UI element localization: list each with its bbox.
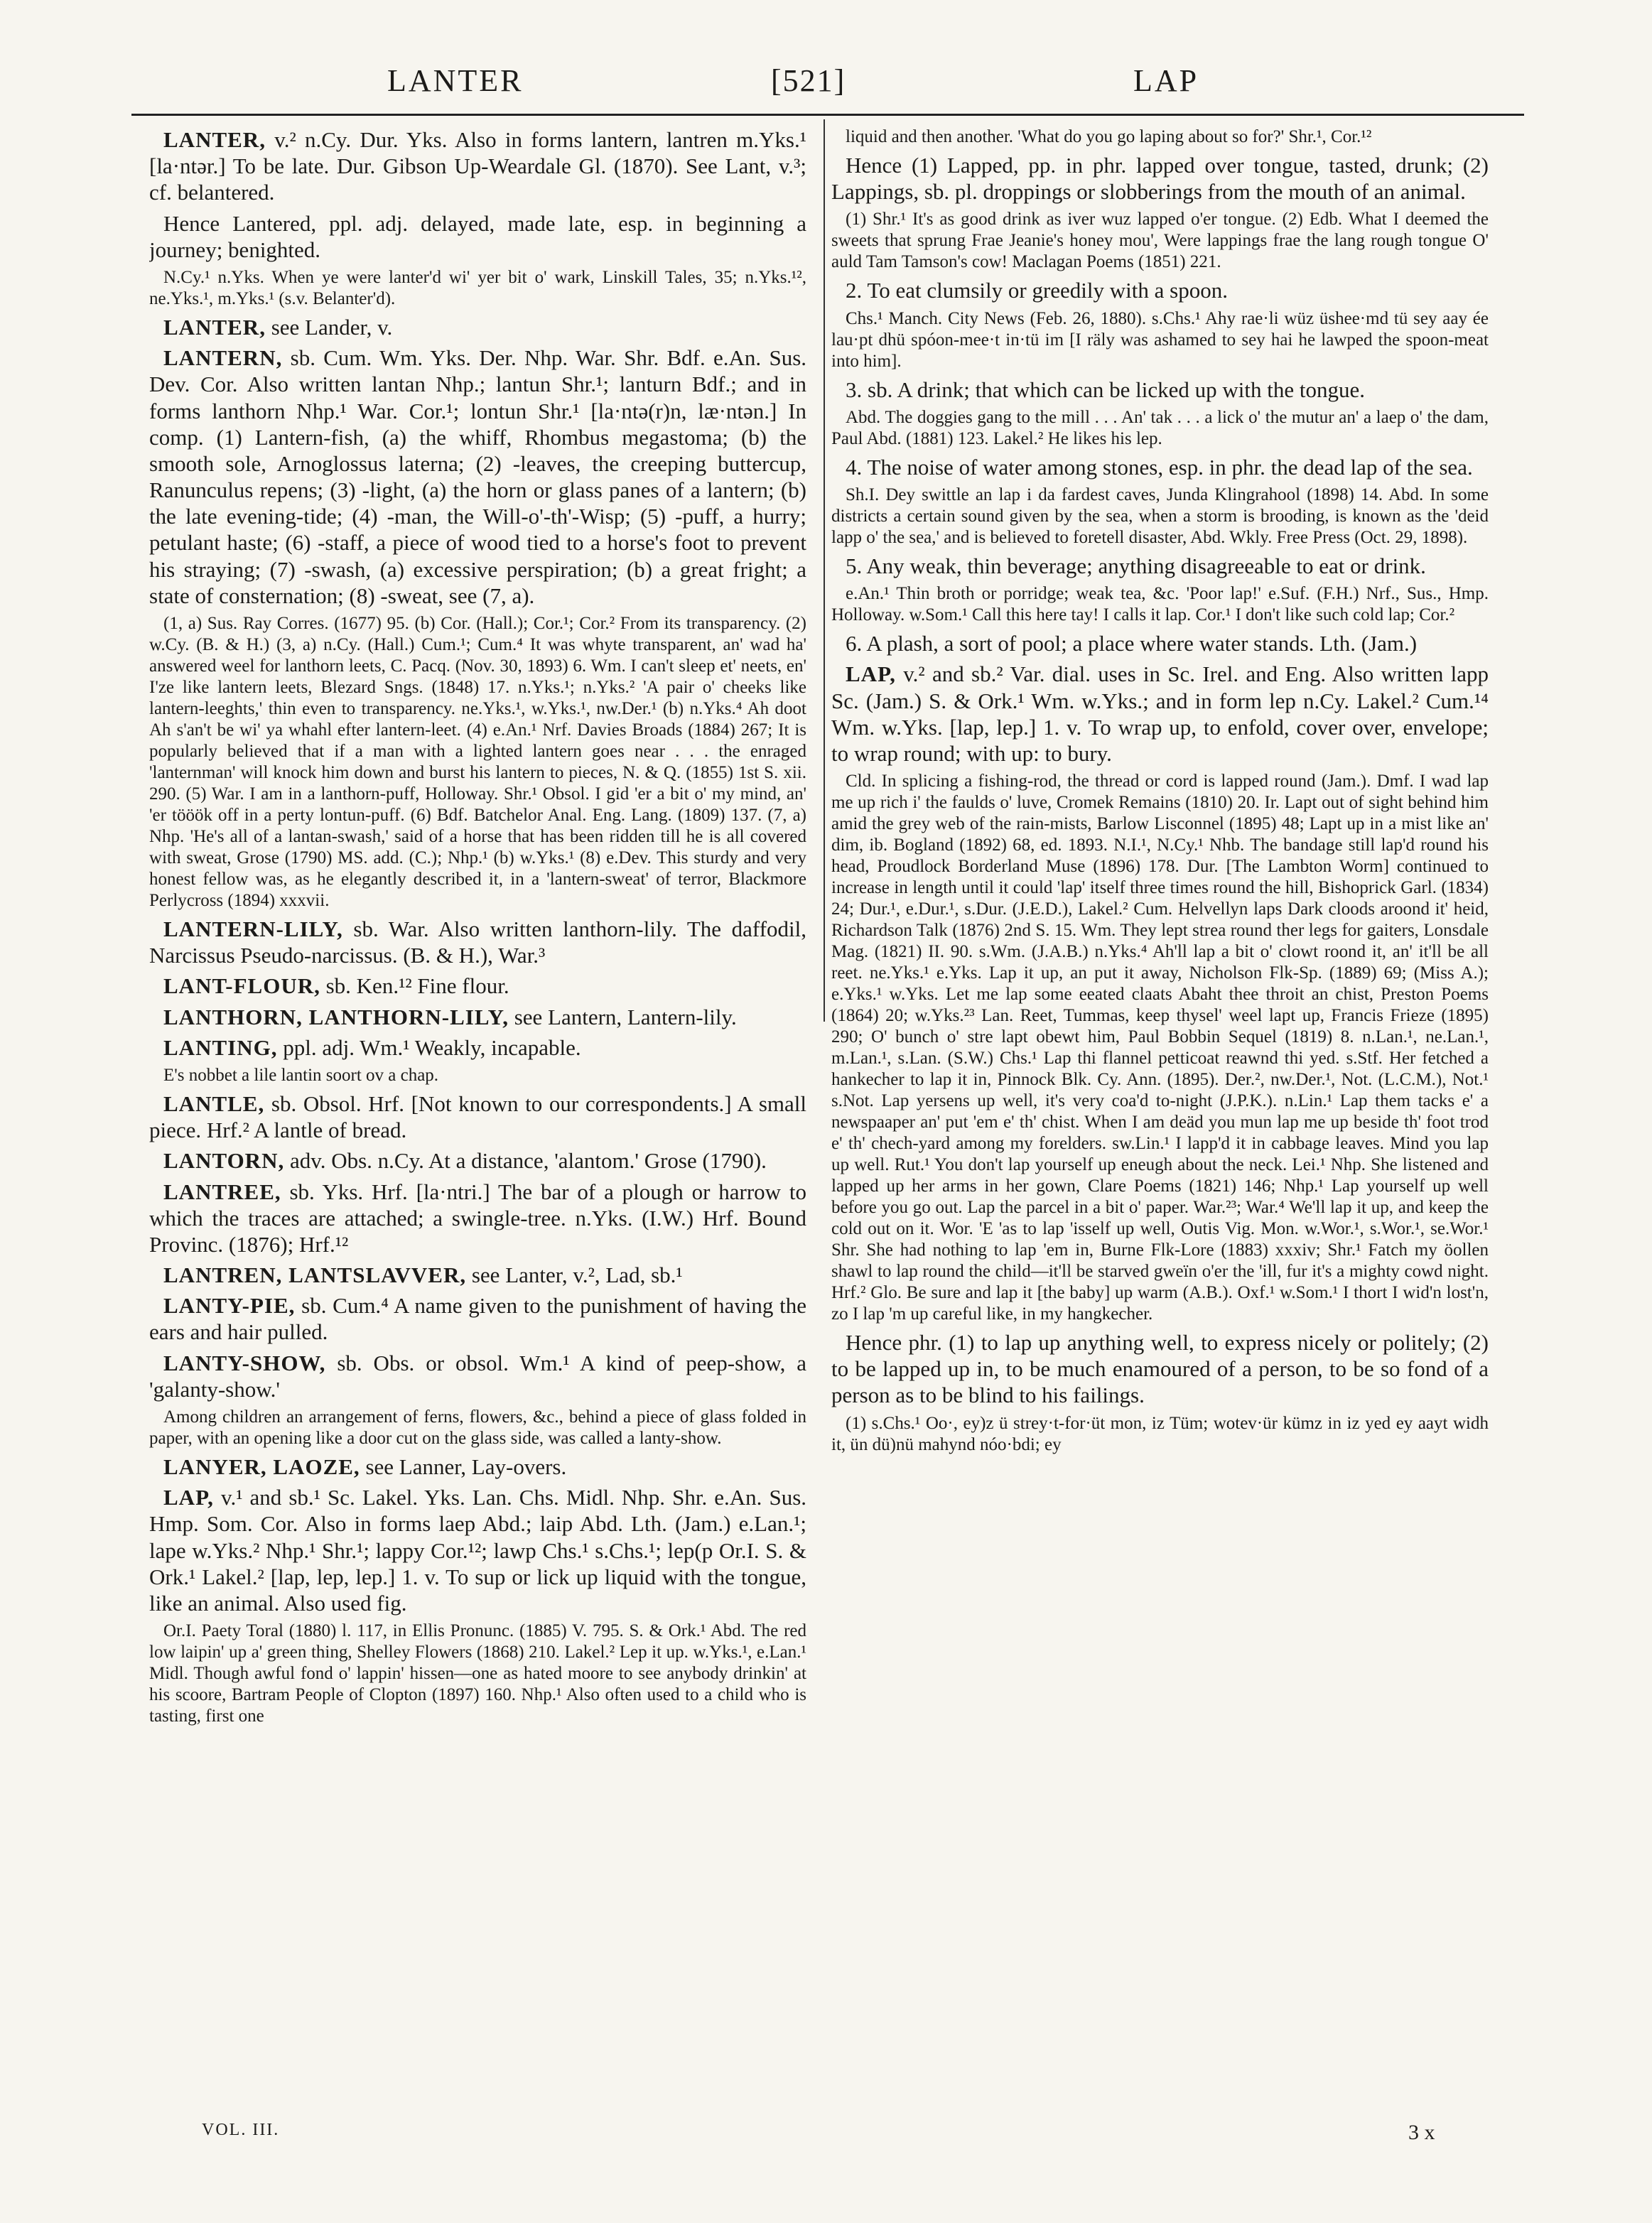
- dictionary-entry: [149, 916, 806, 968]
- entry-headword: LANTER,: [163, 127, 266, 152]
- entry-text: Hence phr. (1) to lap up anything well, to express nicely or politely; (2) to be lapped up in, to be much enamoured of a person, to be so fond of a person as to be blind to his failings.: [831, 1330, 1489, 1408]
- dictionary-entry: [149, 1262, 806, 1288]
- entry-headword: LANYER, LAOZE,: [163, 1454, 360, 1479]
- entry-headword: LANTLE,: [163, 1091, 265, 1116]
- citation-block: [149, 267, 806, 310]
- entry-text: liquid and then another. 'What do you go laping about so for?' Shr.¹, Cor.¹²: [846, 127, 1372, 146]
- dictionary-entry: [831, 630, 1489, 656]
- dictionary-entry: [831, 152, 1489, 205]
- entry-text: 4. The noise of water among stones, esp. in phr. the dead lap of the sea.: [846, 454, 1473, 480]
- dictionary-entry: [831, 277, 1489, 303]
- entry-text: e.An.¹ Thin broth or porridge; weak tea, &c. 'Poor lap!' e.Suf. (F.H.) Nrf., Sus., Hmp. Holloway. w.Som.¹ Call this here tay! I calls it lap. Cor.¹ I don't like such cold lap; Cor.²: [831, 584, 1489, 625]
- entry-text: Among children an arrangement of ferns, flowers, &c., behind a piece of glass folded in paper, with an opening like a door cut on the glass side, was called a lanty-show.: [149, 1407, 806, 1448]
- entry-text: Chs.¹ Manch. City News (Feb. 26, 1880). s.Chs.¹ Ahy rae·li wüz üshee·md tü sey aay ée lau·pt dhü spóon-mee·t in·tü im [I räly was ashamed to sey hai he lawped the spoon-meat into him].: [831, 308, 1489, 371]
- entry-text: v.² and sb.² Var. dial. uses in Sc. Irel. and Eng. Also written lapp Sc. (Jam.) S. & Ork.¹ Wm. w.Yks.; and in form lep n.Cy. Lakel.² Cum.¹⁴ Wm. w.Yks. [lap, lep.] 1. v. To wrap up, to enfold, cover over, envelope; to wrap round; with up: to bury.: [831, 661, 1489, 766]
- entry-text: 5. Any weak, thin beverage; anything disagreeable to eat or drink.: [846, 553, 1426, 578]
- citation-block: [831, 771, 1489, 1325]
- entry-headword: LAP,: [163, 1485, 214, 1510]
- header-right-guideword: LAP: [1133, 63, 1199, 98]
- citation-block: [149, 1621, 806, 1727]
- entry-text: sb. Obs. or obsol. Wm.¹ A kind of peep-show, a 'galanty-show.': [149, 1350, 806, 1402]
- entry-text: Abd. The doggies gang to the mill . . . An' tak . . . a lick o' the mutur an' a laep o' the dam, Paul Abd. (1881) 123. Lakel.² He likes his lep.: [831, 407, 1489, 448]
- dictionary-entry: [831, 661, 1489, 767]
- citation-block: [831, 485, 1489, 548]
- dictionary-entry: [149, 1454, 806, 1480]
- dictionary-entry: [149, 1034, 806, 1061]
- citation-block: [831, 1413, 1489, 1456]
- dictionary-entry: [831, 553, 1489, 579]
- entry-text: sb. Cum.⁴ A name given to the punishment of having the ears and hair pulled.: [149, 1293, 806, 1345]
- page-header: [131, 63, 1524, 105]
- entry-text: v.² n.Cy. Dur. Yks. Also in forms lantern, lantren m.Yks.¹ [la·ntər.] To be late. Dur. Gibson Up-Weardale Gl. (1870). See Lant, v.³; cf. belantered.: [149, 127, 806, 205]
- dictionary-entry: [149, 314, 806, 340]
- entry-headword: LANTY-PIE,: [163, 1293, 296, 1319]
- dictionary-entry: [831, 454, 1489, 480]
- entry-headword: LANTHORN, LANTHORN-LILY,: [163, 1004, 509, 1029]
- footer-volume: VOL. III.: [202, 2121, 280, 2139]
- entry-text: ppl. adj. Wm.¹ Weakly, incapable.: [283, 1034, 581, 1060]
- citation-block: [831, 308, 1489, 372]
- dictionary-entry: [149, 126, 806, 206]
- dictionary-entry: [149, 1484, 806, 1616]
- entry-text: sb. Yks. Hrf. [la·ntri.] The bar of a plough or harrow to which the traces are attached; a swingle-tree. n.Yks. (I.W.) Hrf. Bound Provinc. (1876); Hrf.¹²: [149, 1179, 806, 1257]
- entry-text: E's nobbet a lile lantin soort ov a chap.: [163, 1065, 439, 1085]
- entry-text: (1) s.Chs.¹ Oo·, ey)z ü strey·t-for·üt mon, iz Tüm; wotev·ür kümz in iz yed ey aayt widh it, ün dü)nü mahynd nóo·bdi; ey: [831, 1413, 1489, 1454]
- entry-headword: LANT-FLOUR,: [163, 973, 320, 999]
- entry-text: (1, a) Sus. Ray Corres. (1677) 95. (b) Cor. (Hall.); Cor.¹; Cor.² From its transparency. (2) w.Cy. (B. & H.) (3, a) n.Cy. (Hall.) Cum.¹; Cum.⁴ It was whyte transparent, an' wad ha' answered weel for lanthorn leets, C. Pacq. (Nov. 30, 1893) 6. Wm. I can't sleep et' neets, en' I'ze like lantern leets, Blezard Sngs. (1848) 17. n.Yks.¹; n.Yks.² 'A pair o' cheeks like lantern-leeghts,' thin even to transparency. ne.Yks.¹, w.Yks.¹, nw.Der.¹ (b) n.Yks.⁴ Ah doot Ah s'an't be wi' ya whahl efter lantern-leet. (4) e.An.¹ Nrf. Davies Broads (1884) 267; It is popularly believed that if a man with a lighted lantern goes near . . . the enraged 'lanternman' will knock him down and burst his lantern to pieces, N. & Q. (1855) 1st S. xii. 290. (5) War. I am in a lanthorn-puff, Holloway. Shr.¹ Obsol. I gid 'er a bit o' my mind, an' 'er tööök off in a perty lontun-puff. (6) Bdf. Batchelor Anal. Eng. Lang. (1809) 137. (7, a) Nhp. 'He's all of a lantan-swash,' said of a horse that has been ridden till he is all covered with sweat, Grose (1790) MS. add. (C.); Nhp.¹ (b) w.Yks.¹ (8) e.Dev. This sturdy and very honest fellow was, as he elegantly described it, in a 'lantern-sweat' of terror, Blackmore Perlycross (1894) xxxvii.: [149, 614, 806, 910]
- entry-text: v.¹ and sb.¹ Sc. Lakel. Yks. Lan. Chs. Midl. Nhp. Shr. e.An. Sus. Hmp. Som. Cor. Also in forms laep Abd.; laip Abd. Lth. (Jam.) e.Lan.¹; lape w.Yks.² Nhp.¹ Shr.¹; lappy Cor.¹²; lawp Chs.¹ s.Chs.¹; lep(p Or.I. S. & Ork.¹ Lakel.² [lap, lep, lep.] 1. v. To sup or lick up liquid with the tongue, like an animal. Also used fig.: [149, 1485, 806, 1616]
- dictionary-entry: [149, 1179, 806, 1258]
- citation-block: [831, 209, 1489, 273]
- entry-headword: LANTERN,: [163, 345, 283, 371]
- footer-signature: 3 x: [1408, 2121, 1435, 2144]
- citation-block: [831, 407, 1489, 450]
- entry-text: (1) Shr.¹ It's as good drink as iver wuz lapped o'er tongue. (2) Edb. What I deemed the sweets that sprung Frae Jeanie's honey mou', Were lappings frae the lang rough tongue O' auld Tam Tamson's cow! Maclagan Poems (1851) 221.: [831, 210, 1489, 272]
- dictionary-entry: [149, 1350, 806, 1402]
- dictionary-entry: [149, 1004, 806, 1030]
- entry-text: Sh.I. Dey swittle an lap i da fardest caves, Junda Klingrahool (1898) 14. Abd. In some districts a certain sound given by the sea, when a storm is brooding, is known as the 'deid lapp o' the sea,' and is believed to foretell disaster, Abd. Wkly. Free Press (Oct. 29, 1898).: [831, 485, 1489, 547]
- entry-text: see Lanner, Lay-overs.: [365, 1454, 567, 1479]
- dictionary-entry: [831, 1329, 1489, 1409]
- dictionary-entry: [149, 210, 806, 263]
- entry-headword: LANTREN, LANTSLAVVER,: [163, 1262, 467, 1288]
- entry-text: sb. Obsol. Hrf. [Not known to our correspondents.] A small piece. Hrf.² A lantle of bread.: [149, 1091, 806, 1143]
- entry-headword: LANTER,: [163, 314, 266, 340]
- dictionary-entry: [149, 1147, 806, 1174]
- entry-text: see Lantern, Lantern-lily.: [514, 1004, 737, 1029]
- entry-headword: LANTORN,: [163, 1148, 285, 1174]
- column-divider: [824, 119, 825, 1022]
- header-rule: [131, 114, 1524, 116]
- entry-text: Or.I. Paety Toral (1880) l. 117, in Ellis Pronunc. (1885) V. 795. S. & Ork.¹ Abd. The red low laipin' up a' green thing, Shelley Flowers (1868) 210. Lakel.² Lep it up. w.Yks.¹, e.Lan.¹ Midl. Though awful fond o' lappin' hissen—one as hated moore to see anybody drinkin' at his scoore, Bartram People of Clopton (1897) 160. Nhp.¹ Also often used to a child who is tasting, first one: [149, 1621, 806, 1726]
- citation-block: [149, 613, 806, 912]
- entry-text: 6. A plash, a sort of pool; a place where water stands. Lth. (Jam.): [846, 631, 1418, 656]
- entry-headword: LANTERN-LILY,: [163, 916, 343, 941]
- dictionary-entry: [149, 1292, 806, 1345]
- entry-text: sb. Ken.¹² Fine flour.: [325, 973, 509, 999]
- entry-text: 3. sb. A drink; that which can be licked up with the tongue.: [846, 377, 1365, 402]
- citation-block: [149, 1065, 806, 1086]
- citation-block: [831, 583, 1489, 626]
- citation-block: [831, 126, 1489, 148]
- entry-text: sb. War. Also written lanthorn-lily. The daffodil, Narcissus Pseudo-narcissus. (B. & H.), War.³: [149, 916, 806, 968]
- header-page-number: [521]: [771, 63, 846, 98]
- right-column: [831, 126, 1489, 2158]
- entry-text: Hence (1) Lapped, pp. in phr. lapped over tongue, tasted, drunk; (2) Lappings, sb. pl. droppings or slobberings from the mouth of an animal.: [831, 153, 1489, 205]
- entry-headword: LAP,: [846, 661, 896, 687]
- dictionary-entry: [149, 345, 806, 609]
- entry-text: adv. Obs. n.Cy. At a distance, 'alantom.' Grose (1790).: [289, 1148, 767, 1174]
- dictionary-entry: [831, 377, 1489, 403]
- dictionary-entry: [149, 1091, 806, 1143]
- left-column: [149, 126, 806, 2158]
- entry-text: Hence Lantered, ppl. adj. delayed, made late, esp. in beginning a journey; benighted.: [149, 210, 806, 262]
- dictionary-entry: [149, 973, 806, 999]
- entry-headword: LANTING,: [163, 1034, 278, 1060]
- entry-text: 2. To eat clumsily or greedily with a spoon.: [846, 278, 1228, 303]
- header-left-guideword: LANTER: [387, 63, 524, 98]
- entry-text: see Lanter, v.², Lad, sb.¹: [471, 1262, 683, 1288]
- entry-text: Cld. In splicing a fishing-rod, the thread or cord is lapped round (Jam.). Dmf. I wad lap me up rich i' the faulds o' luve, Cromek Remains (1810) 20. Ir. Lapt out of sight behind him amid the grey web of the rain-mists, Barlow Lisconnel (1895) 48; Lapt up in a mist like an' dim, ib. Bogland (1892) 68, ed. 1893. N.I.¹, N.Cy.¹ Nhb. The bandage still lap'd round his head, Proudlock Borderland Muse (1896) 178. Dur. [The Lambton Worm] continued to increase in length until it could 'lap' itself three times round the hill, Bishoprick Garl. (1834) 24; Dur.¹, e.Dur.¹, s.Dur. (J.E.D.), Lakel.² Cum. Helvellyn laps Dark cloods aroond it' heid, Richardson Talk (1876) 2nd S. 15. Wm. They lept strea round ther legs for gaiters, Lonsdale Mag. (1821) II. 90. s.Wm. (J.A.B.) n.Yks.⁴ Ah'll lap a bit o' clowt roond it, an' it'll be all reet. ne.Yks.¹ e.Yks. Lap it up, an put it away, Nicholson Flk-Sp. (1889) 69; (Miss A.); e.Yks.¹ w.Yks. Let me lap some eeated claats Abaht thee throit an chist, Preston Poems (1864) 20; w.Yks.²³ Lan. Reet, Tummas, keep thysel' weel lapt up, Francis Frieze (1895) 290; O' bunch o' stre lapt obewt him, Paul Bobbin Sequel (1819) 8. n.Lan.¹, ne.Lan.¹, m.Lan.¹, s.Lan. (S.W.) Chs.¹ Lap thi flannel petticoat reawnd thi yed. s.Stf. Her fetched a hankecher to lap it in, Pinnock Blk. Cy. Ann. (1895). Der.², nw.Der.¹, Not. (L.C.M.), Not.¹ s.Not. Lap yersens up well, it's very coa'd to-night (J.P.K.). n.Lin.¹ Lap them tacks e' a newspaaper an' put 'em e' th' chist. When I am deäd you mun lap me up beside th' foot trod e' th' chech-yard among my forelders. sw.Lin.¹ I lapp'd it in cabbage leaves. Mind you lap up well. Rut.¹ You don't lap yourself up eneugh about the neck. Lei.¹ Nhp. She listened and lapped up her arms in her gown, Clare Poems (1821) 146; Nhp.¹ Lap yourself up well before you go out. Lap the parcel in a bit o' paper. War.²³; War.⁴ We'll lap it up, and keep the cold out on it. Wor. 'E 'as to lap 'isself up well, Outis Vig. Mon. w.Wor.¹, s.Wor.¹, se.Wor.¹ Shr. She had nothing to lap 'em in, Burne Flk-Lore (1883) xxxiv; Shr.¹ Fatch my öollen shawl to lap round the child—it'll be starved gweïn o'er the 'ill, fur it's a mighty cowd night. Hrf.² Glo. Be sure and lap it [the baby] up warm (A.B.). Oxf.¹ w.Som.¹ I thort I wid'n lost'n, zo I lap 'm up careful like, in my hangkecher.: [831, 772, 1489, 1324]
- entry-headword: LANTY-SHOW,: [163, 1350, 326, 1375]
- entry-text: see Lander, v.: [271, 314, 393, 340]
- entry-text: sb. Cum. Wm. Yks. Der. Nhp. War. Shr. Bdf. e.An. Sus. Dev. Cor. Also written lantan Nhp.; lantun Shr.¹; lanturn Bdf.; and in forms lanthorn Nhp.¹ War. Cor.¹; lontun Shr.¹ [la·ntə(r)n, læ·ntən.] In comp. (1) Lantern-fish, (a) the whiff, Rhombus megastoma; (b) the smooth sole, Arnoglossus laterna; (2) -leaves, the creeping buttercup, Ranunculus repens; (3) -light, (a) the horn or glass panes of a lantern; (b) the late evening-tide; (4) -man, the Will-o'-th'-Wisp; (5) -puff, a hurry; petulant haste; (6) -staff, a piece of wood tied to a horse's foot to prevent his straying; (7) -swash, (a) excessive perspiration; (b) a great fright; a state of consternation; (8) -sweat, see (7, a).: [149, 345, 806, 608]
- entry-headword: LANTREE,: [163, 1179, 281, 1204]
- entry-text: N.Cy.¹ n.Yks. When ye were lanter'd wi' yer bit o' wark, Linskill Tales, 35; n.Yks.¹², ne.Yks.¹, m.Yks.¹ (s.v. Belanter'd).: [149, 267, 806, 308]
- citation-block: [149, 1407, 806, 1449]
